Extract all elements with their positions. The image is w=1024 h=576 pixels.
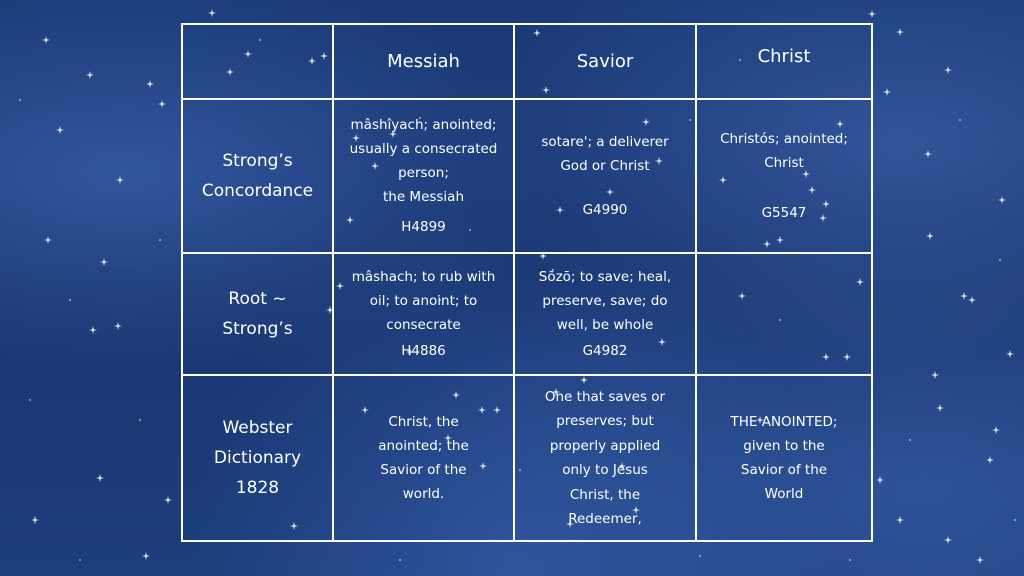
cell-text-line: Sṍzō; to save; heal, — [538, 269, 672, 285]
row-label-webster-dictionary — [182, 375, 333, 541]
row-label-line: Dictionary — [213, 448, 302, 468]
strongs-number: G5547 — [761, 205, 807, 221]
cell-text-line: Savior of the — [740, 462, 828, 478]
cell-christ-root-empty — [696, 253, 872, 375]
row-webster-dictionary — [182, 375, 872, 541]
cell-text-line: the Messiah — [382, 189, 465, 205]
cell-messiah-webster — [333, 375, 514, 541]
cell-text-line: usually a consecrated — [349, 141, 498, 157]
cell-messiah-root — [333, 253, 514, 375]
strongs-number: H4899 — [401, 219, 446, 235]
strongs-number: H4886 — [401, 343, 446, 359]
cell-text-line: THE ANOINTED; — [730, 414, 838, 430]
cell-text-line: One that saves or — [544, 388, 666, 405]
cell-text-line: preserves; but — [556, 413, 654, 429]
header-row — [182, 24, 872, 99]
cell-text-line: world. — [402, 486, 445, 502]
header-cell-savior: Savior — [514, 24, 696, 99]
cell-text-line: Christ — [764, 155, 804, 171]
cell-text-line: mâshîyach; anointed; — [350, 117, 497, 133]
strongs-number: G4990 — [582, 202, 628, 218]
cell-messiah-strongs — [333, 99, 514, 253]
cell-text-line: person; — [398, 165, 449, 181]
cell-text-line: Christ, the — [388, 414, 459, 430]
cell-text-line: given to the — [743, 438, 825, 454]
row-label-root-strongs — [182, 253, 333, 375]
cell-text-line: World — [764, 486, 804, 502]
strongs-number: G4982 — [582, 343, 628, 359]
cell-text-line: properly applied — [549, 437, 661, 454]
row-label-line: Webster — [222, 418, 293, 438]
row-label-line: Strong’s — [222, 151, 293, 171]
cell-text-line: preserve, save; do — [542, 293, 668, 309]
cell-text-line: God or Christ — [560, 158, 650, 174]
row-label-line: Root ~ — [228, 289, 287, 309]
cell-text-line: Christós; anointed; — [720, 131, 848, 147]
cell-text-line: well, be whole — [556, 317, 654, 333]
cell-savior-strongs — [514, 99, 696, 253]
cell-text-line: oil; to anoint; to — [369, 293, 478, 309]
cell-text-line: mâshach; to rub with — [351, 269, 496, 285]
row-root-strongs — [182, 253, 872, 375]
cell-text-line: sotare'; a deliverer — [541, 134, 669, 150]
row-label-line: 1828 — [235, 478, 280, 498]
comparison-table — [181, 23, 873, 542]
row-label-strongs-concordance — [182, 99, 333, 253]
cell-christ-strongs — [696, 99, 872, 253]
row-label-line: Concordance — [201, 181, 314, 201]
cell-text-line: only to Jesus — [562, 462, 648, 478]
row-strongs-concordance — [182, 99, 872, 253]
cell-savior-webster — [514, 375, 696, 541]
row-label-line: Strong’s — [222, 319, 293, 339]
header-cell-messiah: Messiah — [333, 24, 514, 99]
cell-christ-webster — [696, 375, 872, 541]
cell-text-line: Christ, the — [569, 486, 641, 503]
header-cell-empty — [182, 24, 333, 99]
cell-text-line: consecrate — [386, 317, 461, 333]
cell-text-line: Savior of the — [380, 462, 467, 478]
header-cell-christ: Christ — [696, 24, 872, 99]
cell-savior-root — [514, 253, 696, 375]
cell-text-line: anointed; the — [378, 438, 469, 454]
cell-text-line: Redeemer, — [568, 511, 642, 527]
